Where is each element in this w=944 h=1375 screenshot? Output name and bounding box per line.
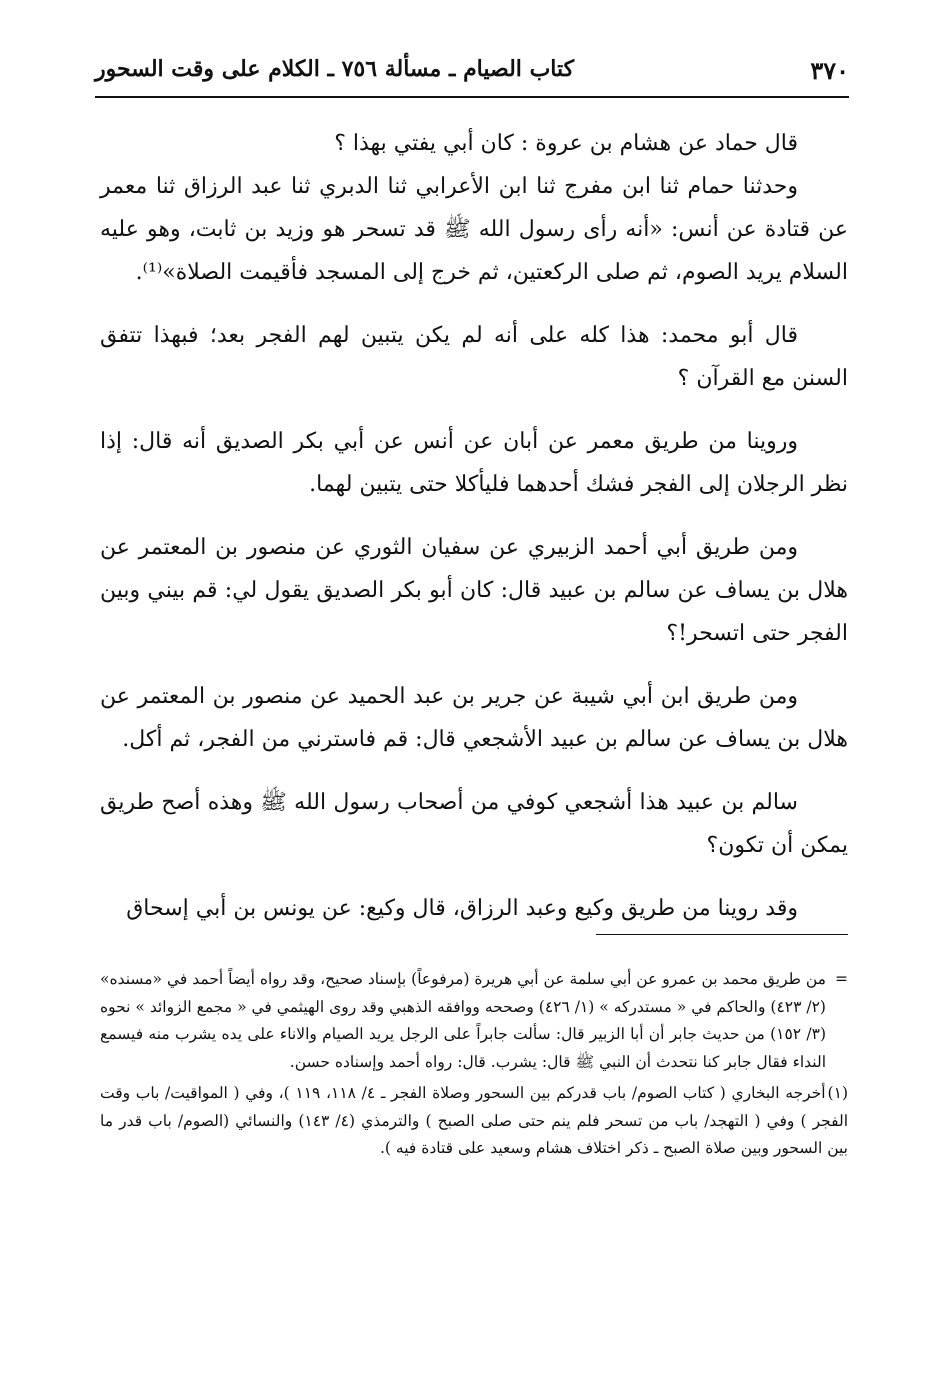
paragraph-5: ومن طريق أبي أحمد الزبيري عن سفيان الثوري عن منصور بن المعتمر عن هلال بن يساف عن سالم بن عبيد قال: كان أبو بكر الصديق يقول لي: قم بيني وبين الفجر حتى اتسحر!؟	[100, 535, 848, 646]
running-title: كتاب الصيام ـ مسألة ٧٥٦ ـ الكلام على وقت السحور	[95, 56, 575, 82]
paragraph-2: وحدثنا حمام ثنا ابن مفرج ثنا ابن الأعرابي ثنا الدبري ثنا عبد الرزاق ثنا معمر عن قتادة عن أنس: «أنه رأى رسول الله ﷺ قد تسحر هو وزيد بن ثابت، وهو عليه السلام يريد الصوم، ثم صلى الركعتين، ثم خرج إلى المسجد فأقيمت الصلاة»⁽¹⁾.	[100, 174, 848, 285]
footnote-continuation-text: من طريق محمد بن عمرو عن أبي سلمة عن أبي هريرة (مرفوعاً) بإسناد صحيح، وقد رواه أيضاً أحمد في «مسنده» (٢/ ٤٢٣) والحاكم في « مستدركه » (١/ ٤٢٦) وصححه ووافقه الذهبي وقد روى الهيثمي في « مجمع الزوائد » نحوه (٣/ ١٥٢) من حديث جابر أن أبا الزبير قال: سألت جابراً على الرجل يريد الصيام والاناء على يده يشرب منه فيسمع النداء فقال جابر كنا نتحدث أن النبي ﷺ قال: يشرب. قال: رواه أحمد وإسناده حسن.	[100, 970, 826, 1071]
footnote-1-label: (١)	[827, 1084, 848, 1102]
continuation-marker: =	[835, 970, 848, 988]
paragraph-1: قال حماد عن هشام بن عروة : كان أبي يفتي بهذا ؟	[334, 131, 798, 156]
main-text	[100, 122, 848, 950]
running-header	[95, 50, 849, 94]
footnote-continuation	[100, 966, 848, 1076]
paragraph-4: وروينا من طريق معمر عن أبان عن أنس عن أبي بكر الصديق أنه قال: إذا نظر الرجلان إلى الفجر فشك أحدهما فليأكلا حتى يتبين لهما.	[100, 429, 848, 497]
paragraph-8: وقد روينا من طريق وكيع وعبد الرزاق، قال وكيع: عن يونس بن أبي إسحاق	[126, 896, 798, 921]
footnotes	[100, 966, 848, 1163]
header-rule	[95, 96, 849, 98]
paragraph-7: سالم بن عبيد هذا أشجعي كوفي من أصحاب رسول الله ﷺ وهذه أصح طريق يمكن أن تكون؟	[100, 790, 848, 858]
footnote-1	[100, 1080, 848, 1163]
page-number: ٣٧٠	[810, 56, 849, 85]
paragraph-3: قال أبو محمد: هذا كله على أنه لم يكن يتبين لهم الفجر بعد؛ فبهذا تتفق السنن مع القرآن ؟	[100, 323, 848, 391]
footnote-separator	[596, 934, 848, 935]
footnote-1-text: أخرجه البخاري ( كتاب الصوم/ باب قدركم بين السحور وصلاة الفجر ـ ٤/ ١١٨، ١١٩ )، وفي ( المواقيت/ باب وقت الفجر ) وفي ( التهجد/ باب من تسحر فلم ينم حتى صلى الصبح ) والترمذي (٤/ ١٤٣) والنسائي (الصوم/ باب قدر ما بين السحور وبين صلاة الصبح ـ ذكر اختلاف هشام وسعيد على قتادة فيه ).	[100, 1084, 849, 1157]
paragraph-6: ومن طريق ابن أبي شيبة عن جرير بن عبد الحميد عن منصور بن المعتمر عن هلال بن يساف عن سالم بن عبيد الأشجعي قال: قم فاسترني من الفجر، ثم أكل.	[100, 684, 848, 752]
